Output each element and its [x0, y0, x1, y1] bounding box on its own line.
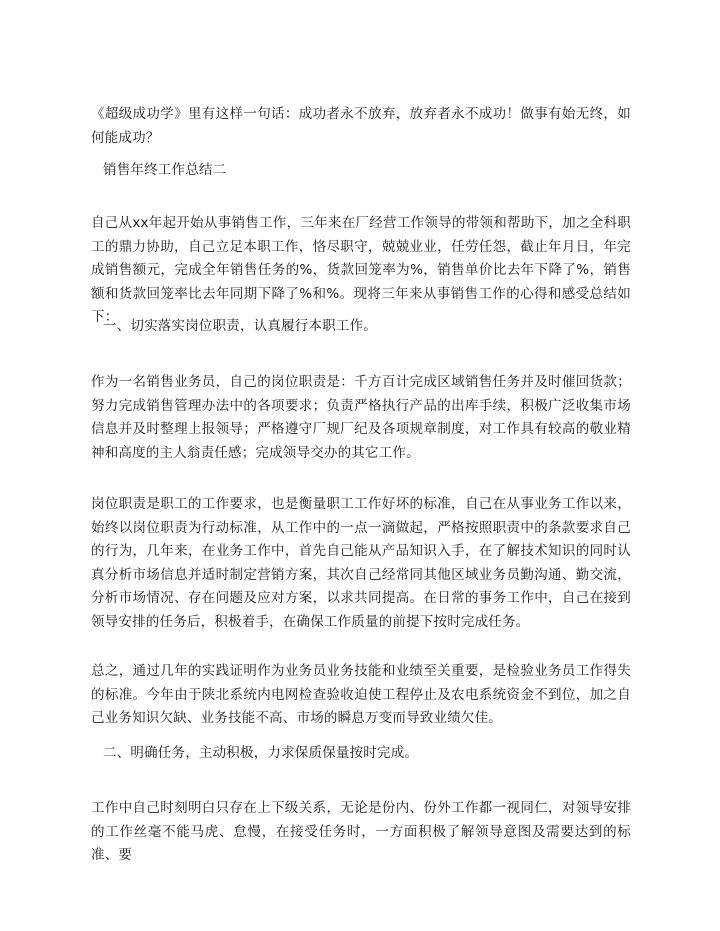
paragraph-3: 岗位职责是职工的工作要求，也是衡量职工工作好坏的标准，自己在从事业务工作以来，始终以岗位职责为行动标准，从工作中的一点一滴做起，严格按照职责中的条款要求自己的行为，几年来，在业务工作中，首先自己能从产品知识入手，在了解技术知识的同时认真分析市场信息并适时制定营销方案，其次自己经常同其他区域业务员勤沟通、勤交流，分析市场情况、存在问题及应对方案，以求共同提高。在日常的事务工作中，自己在接到领导安排的任务后，积极着手，在确保工作质量的前提下按时完成任务。 — [91, 496, 631, 630]
paragraph-4: 总之，通过几年的实践证明作为业务员业务技能和业绩至关重要，是检验业务员工作得失的标准。今年由于陕北系统内电网检查验收迫使工程停止及农电系统资金不到位，加之自己业务知识欠缺、业务技能不高、市场的瞬息万变而导致业绩欠佳。 — [91, 663, 631, 726]
paragraph-5: 工作中自己时刻明白只存在上下级关系，无论是份内、份外工作都一视同仁，对领导安排的工作丝毫不能马虎、怠慢，在接受任务时，一方面积极了解领导意图及需要达到的标准、要 — [91, 800, 631, 863]
document-title: 销售年终工作总结二 — [103, 162, 227, 178]
section-heading-1: 一、切实落实岗位职责，认真履行本职工作。 — [103, 318, 377, 334]
intro-paragraph: 《超级成功学》里有这样一句话：成功者永不放弃，放弃者永不成功！做事有始无终，如何能成功？ — [91, 106, 631, 146]
section-heading-2: 二、明确任务，主动积极，力求保质保量按时完成。 — [103, 745, 419, 761]
paragraph-1: 自己从xx年起开始从事销售工作，三年来在厂经营工作领导的带领和帮助下，加之全科职工的鼎力协助，自己立足本职工作，恪尽职守，兢兢业业，任劳任怨，截止年月日，年完成销售额元，完成全年销售任务的%，货款回笼率为%，销售单价比去年下降了%，销售额和货款回笼率比去年同期下降了%和%。现将三年来从事销售工作的心得和感受总结如下： — [91, 215, 631, 325]
paragraph-2: 作为一名销售业务员，自己的岗位职责是：千方百计完成区域销售任务并及时催回货款；努力完成销售管理办法中的各项要求；负责严格执行产品的出库手续，积极广泛收集市场信息并及时整理上报领导；严格遵守厂规厂纪及各项规章制度，对工作具有较高的敬业精神和高度的主人翁责任感；完成领导交办的其它工作。 — [91, 374, 631, 461]
